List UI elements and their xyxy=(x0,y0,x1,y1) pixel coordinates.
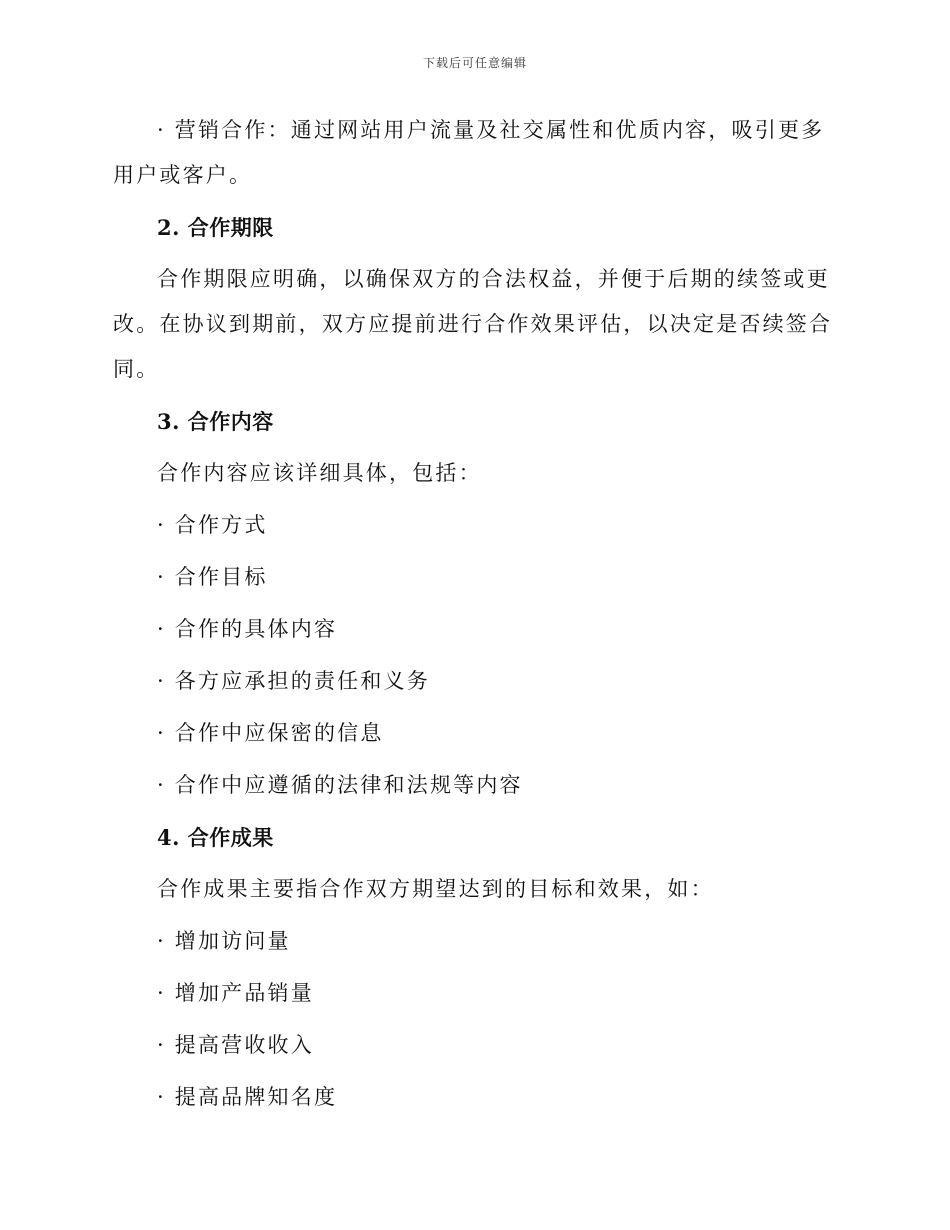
list-item: · 合作中应保密的信息 xyxy=(157,721,384,745)
list-item: · 增加产品销量 xyxy=(157,981,314,1005)
section-paragraph-results: 合作成果主要指合作双方期望达到的目标和效果，如： xyxy=(157,877,714,901)
list-item: · 增加访问量 xyxy=(157,929,291,953)
section-heading-results: 4. 合作成果 xyxy=(157,825,274,850)
list-item: · 提高品牌知名度 xyxy=(157,1085,338,1109)
page-header: 下载后可任意编辑 xyxy=(422,56,527,70)
intro-bullet: · 营销合作：通过网站用户流量及社交属性和优质内容，吸引更多用户或客户。 xyxy=(113,118,825,187)
list-item: · 合作中应遵循的法律和法规等内容 xyxy=(157,773,523,797)
section-heading-term: 2. 合作期限 xyxy=(157,215,274,240)
section-paragraph-content: 合作内容应该详细具体，包括： xyxy=(157,461,482,485)
section-heading-content: 3. 合作内容 xyxy=(157,409,274,434)
list-item: · 合作方式 xyxy=(157,513,268,537)
list-item: · 各方应承担的责任和义务 xyxy=(157,669,430,693)
section-paragraph-term: 合作期限应明确，以确保双方的合法权益，并便于后期的续签或更改。在协议到期前，双方应提前进行合作效果评估，以决定是否续签合同。 xyxy=(113,267,833,381)
list-item: · 提高营收收入 xyxy=(157,1033,314,1057)
document-body xyxy=(113,108,833,1127)
list-item: · 合作目标 xyxy=(157,565,268,589)
list-item: · 合作的具体内容 xyxy=(157,617,338,641)
